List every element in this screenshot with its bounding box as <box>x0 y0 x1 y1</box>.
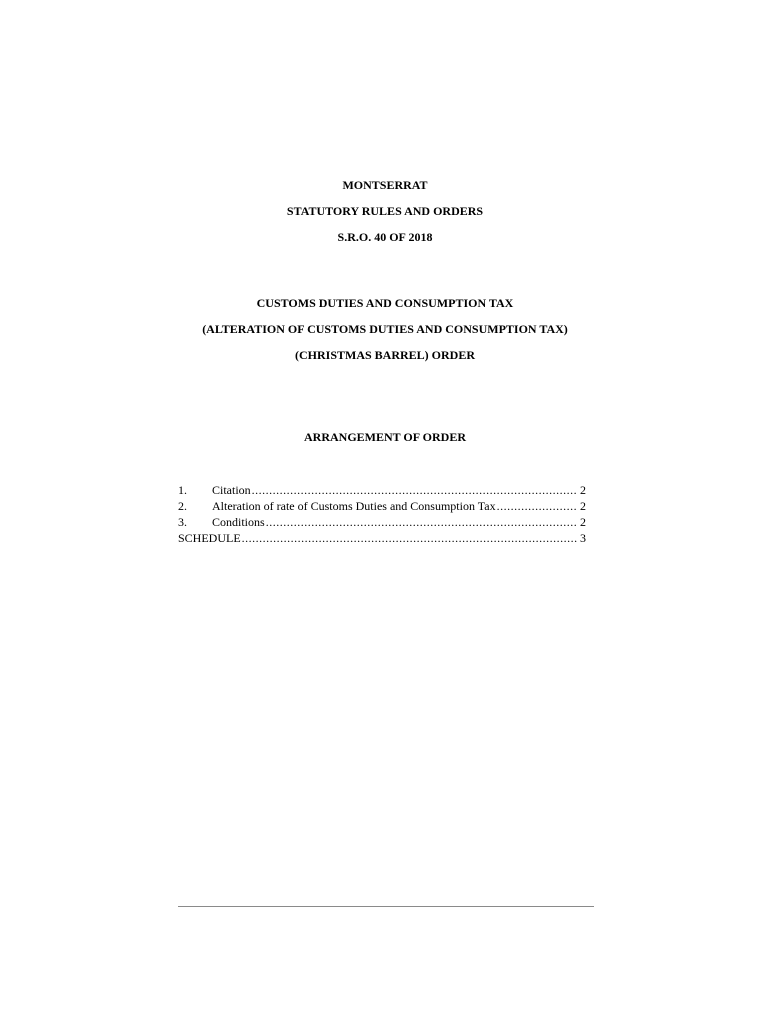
toc-entry-conditions[interactable] <box>178 514 586 530</box>
footer-divider <box>178 906 594 907</box>
order-title-line-2: (ALTERATION OF CUSTOMS DUTIES AND CONSUMPTION TAX) <box>202 322 568 336</box>
toc-entry-title: Conditions <box>212 515 265 529</box>
toc-entry-page: 2 <box>580 499 586 513</box>
toc-dot-leader <box>252 482 577 498</box>
order-number: S.R.O. 40 OF 2018 <box>337 230 433 244</box>
toc-entry-number: 3. <box>178 515 187 529</box>
toc-entry-page: 3 <box>580 531 586 545</box>
toc-entry-title: SCHEDULE <box>178 531 241 545</box>
toc-entry-page: 2 <box>580 483 586 497</box>
series-heading: STATUTORY RULES AND ORDERS <box>286 204 484 218</box>
toc-entry-schedule[interactable] <box>178 530 586 546</box>
toc-entry-alteration-of-rate[interactable] <box>178 498 586 514</box>
toc-dot-leader <box>266 514 577 530</box>
toc-entry-number: 2. <box>178 499 187 513</box>
toc-entry-title: Citation <box>212 483 251 497</box>
arrangement-section <box>0 424 770 450</box>
jurisdiction-heading: MONTSERRAT <box>342 178 428 192</box>
toc-entry-number: 1. <box>178 483 187 497</box>
toc-dot-leader <box>497 498 577 514</box>
toc-dot-leader <box>242 530 577 546</box>
order-title <box>0 290 770 368</box>
toc-entry-page: 2 <box>580 515 586 529</box>
order-title-line-1: CUSTOMS DUTIES AND CONSUMPTION TAX <box>256 296 514 310</box>
arrangement-heading: ARRANGEMENT OF ORDER <box>303 430 466 444</box>
table-of-contents <box>178 482 586 546</box>
document-header <box>0 172 770 250</box>
toc-entry-title: Alteration of rate of Customs Duties and Consumption Tax <box>212 499 496 513</box>
toc-entry-citation[interactable] <box>178 482 586 498</box>
order-title-line-3: (CHRISTMAS BARREL) ORDER <box>294 348 476 362</box>
